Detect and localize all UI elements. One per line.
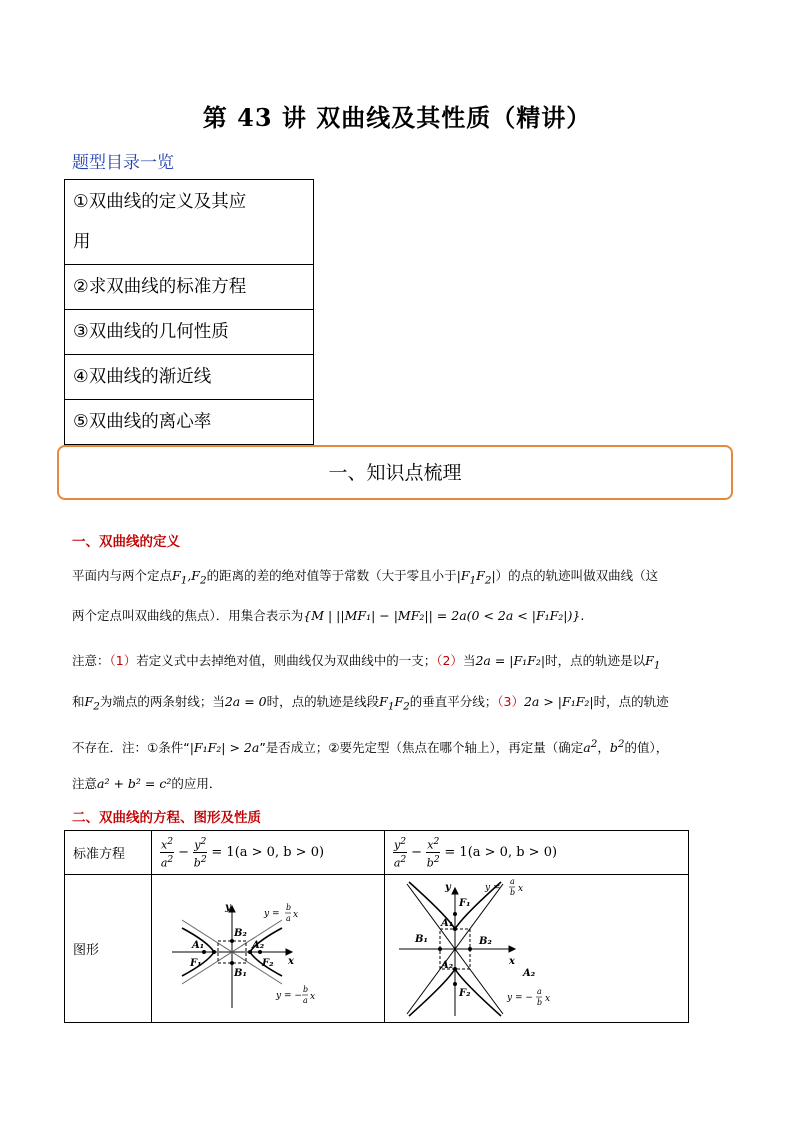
catalog-heading: 题型目录一览 — [72, 153, 174, 173]
svg-text:B₂: B₂ — [234, 927, 247, 939]
hyperbola-y-figure — [385, 876, 685, 1022]
svg-text:y = −: y = − — [507, 992, 533, 1003]
hyperbola-x-figure — [152, 876, 384, 1022]
catalog-item-5: ⑤双曲线的离心率 — [65, 400, 314, 445]
catalog-item-3: ③双曲线的几何性质 — [65, 310, 314, 355]
definition-line-1: 平面内与两个定点$F_1,F_2$的距离的差的绝对值等于常数（大于零且小于$|F_1F_2|$）的点的轨迹叫做双曲线（这 — [72, 568, 659, 587]
svg-text:b: b — [510, 887, 516, 897]
svg-text:x: x — [288, 955, 294, 967]
note-line-3: 不存在．注：①条件“|F₁F₂| > 2a”是否成立；②要先定型（焦点在哪个轴上），再定量（确定$a^2$，$b^2$的值）， — [72, 738, 669, 756]
svg-text:y =: y = — [485, 882, 501, 893]
set-expression: {M | ||MF₁| − |MF₂|| = 2a(0 < 2a < |F₁F₂|)} — [303, 608, 581, 623]
foci-symbols: $F_1,F_2$ — [172, 568, 207, 587]
equation-x-axis: $\frac{x^2}{a^2}$ − $\frac{y^2}{b^2}$ = 1(a > 0, b > 0) — [152, 831, 385, 875]
svg-text:x: x — [518, 883, 524, 894]
svg-text:b: b — [537, 997, 543, 1007]
svg-text:F₁: F₁ — [190, 957, 202, 969]
note-line-2: 和$F_2$为端点的两条射线；当2a = 0时，点的轨迹是线段$F_1F_2$的垂直平分线；（3）2a > |F₁F₂|时，点的轨迹 — [72, 694, 669, 713]
section-banner: 一、知识点梳理 — [57, 445, 733, 500]
svg-text:A₁: A₁ — [441, 917, 454, 929]
svg-text:a: a — [510, 876, 515, 886]
svg-text:x: x — [509, 955, 515, 967]
page-title: 第 43 讲 双曲线及其性质（精讲） — [202, 103, 592, 132]
svg-text:y: y — [225, 901, 231, 913]
catalog-item-2: ②求双曲线的标准方程 — [65, 265, 314, 310]
svg-text:A₂: A₂ — [252, 939, 265, 951]
svg-text:x: x — [310, 991, 316, 1002]
note-line-1: 注意：（1）若定义式中去掉绝对值，则曲线仅为双曲线中的一支；（2）当2a = |F₁F₂|时，点的轨迹是以$F_1$ — [72, 653, 661, 672]
svg-text:F₂: F₂ — [459, 987, 471, 999]
row-label-equation: 标准方程 — [65, 831, 152, 875]
svg-text:y: y — [445, 881, 451, 893]
svg-text:A₂: A₂ — [523, 967, 536, 979]
props-table — [64, 830, 689, 1023]
svg-text:b: b — [286, 902, 292, 912]
catalog-item-1: ①双曲线的定义及其应 用 — [65, 180, 314, 265]
figure-x-axis-cell — [152, 875, 385, 1023]
svg-text:B₁: B₁ — [234, 967, 247, 979]
definition-heading: 一、双曲线的定义 — [72, 534, 180, 550]
svg-text:y =: y = — [264, 908, 280, 919]
svg-text:a: a — [303, 995, 308, 1005]
svg-text:F₂: F₂ — [262, 957, 274, 969]
svg-text:A₂: A₂ — [441, 959, 454, 971]
svg-text:A₁: A₁ — [192, 939, 205, 951]
props-heading: 二、双曲线的方程、图形及性质 — [72, 810, 261, 826]
svg-text:a: a — [537, 986, 542, 996]
note-line-4: 注意a² + b² = c²的应用． — [72, 776, 222, 791]
definition-line-2: 两个定点叫双曲线的焦点）．用集合表示为{M | ||MF₁| − |MF₂|| = 2a(0 < 2a < |F₁F₂|)}. — [72, 608, 585, 623]
svg-text:x: x — [293, 909, 299, 920]
catalog-item-4: ④双曲线的渐近线 — [65, 355, 314, 400]
svg-text:x: x — [545, 993, 551, 1004]
svg-text:y = −: y = − — [276, 990, 302, 1001]
svg-text:B₁: B₁ — [415, 933, 428, 945]
svg-text:a: a — [286, 913, 291, 923]
figure-y-axis-cell — [385, 875, 689, 1023]
row-label-figure: 图形 — [65, 875, 152, 1023]
svg-text:b: b — [303, 984, 309, 994]
catalog-table — [64, 179, 314, 445]
svg-text:F₁: F₁ — [459, 897, 471, 909]
svg-text:B₂: B₂ — [479, 935, 492, 947]
equation-y-axis: $\frac{y^2}{a^2}$ − $\frac{x^2}{b^2}$ = 1(a > 0, b > 0) — [385, 831, 689, 875]
